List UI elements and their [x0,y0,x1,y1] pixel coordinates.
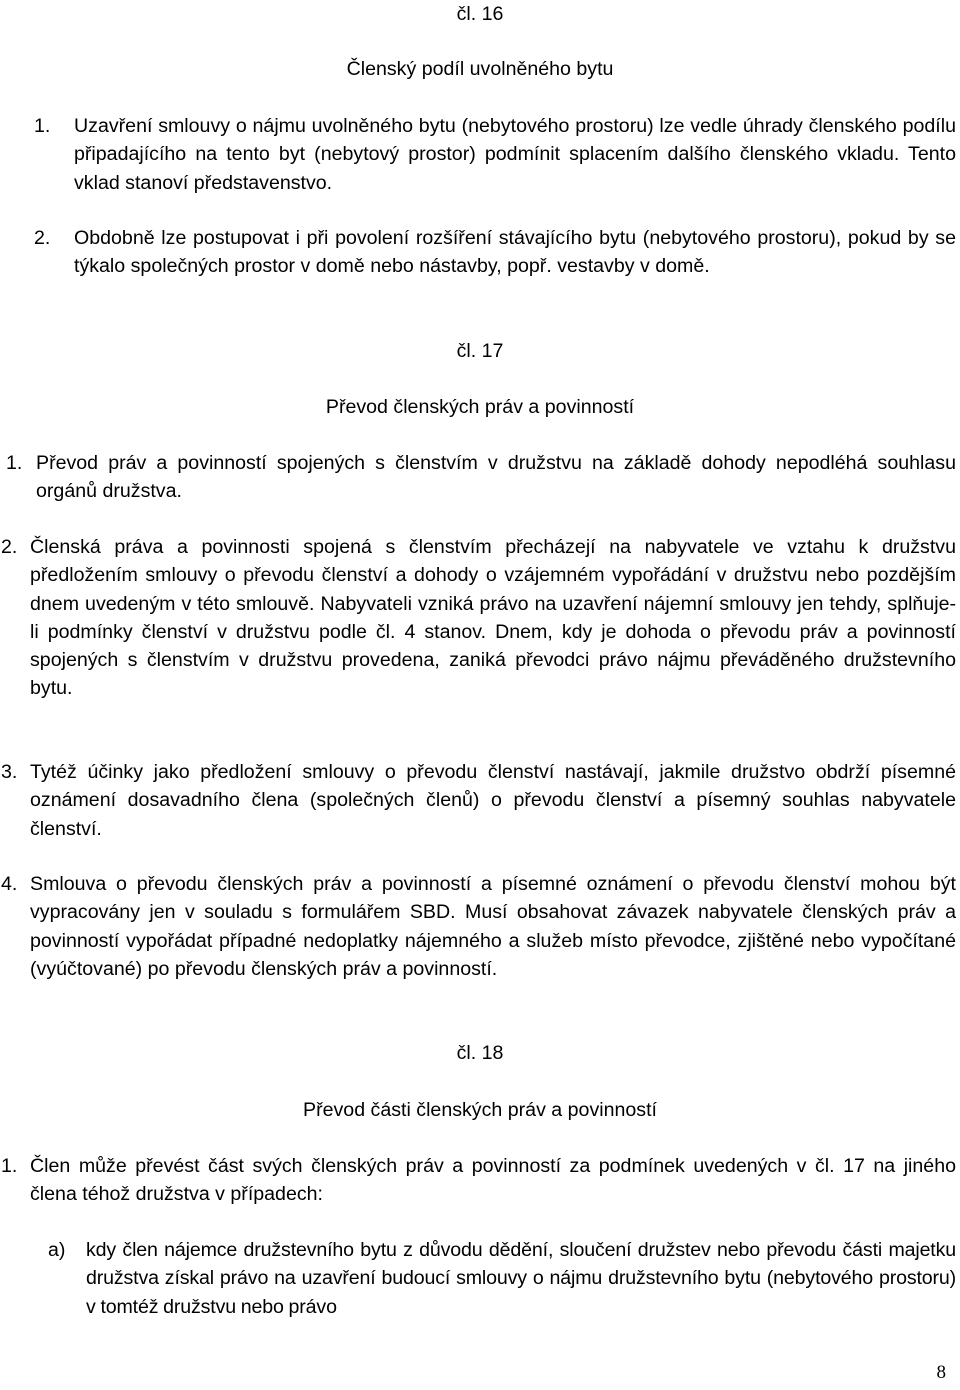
article-17-p2-text: Členská práva a povinnosti spojená s členstvím přecházejí na nabyvatele ve vztahu k družstvu předložením smlouvy o převodu členství a dohody o vzájemném vypořádání v družstvu nebo pozdějším dnem uvedeným v této smlouvě. Nabyvateli vzniká právo na uzavření nájemní smlouvy jen tehdy, splňuje-li podmínky členství v družstvu podle čl. 4 stanov. Dnem, kdy je dohoda o převodu práv a povinností spojených s členstvím v družstvu provedena, zaniká převodci právo nájmu převáděného družstevního bytu. [30,536,956,700]
article-17-p4-text: Smlouva o převodu členských práv a povinností a písemné oznámení o převodu členství mohou být vypracovány jen v souladu s formulářem SBD. Musí obsahovat závazek nabyvatele členských práv a povinností vypořádat případné nedoplatky nájemného a služeb místo převodce, zjištěné nebo vypočítané (vyúčtované) po převodu členských práv a povinností. [30,873,956,980]
article-17-p4-number: 4. [1,873,18,895]
article-17-title: Převod členských práv a povinností [325,396,635,418]
article-16-p1-number: 1. [34,115,51,137]
article-16-label: čl. 16 [456,3,504,25]
page-number: 8 [936,1362,946,1383]
article-17-p3-number: 3. [1,761,18,783]
article-18-a-letter: a) [48,1239,66,1261]
article-18-p1-number: 1. [1,1155,18,1177]
article-18-a-text: kdy člen nájemce družstevního bytu z důvodu dědění, sloučení družstev nebo převodu části majetku družstva získal právo na uzavření budoucí smlouvy o nájmu družstevního bytu (nebytového prostoru) v tomtéž družstvu nebo právo [86,1239,956,1318]
article-17-p1-text: Převod práv a povinností spojených s členstvím v družstvu na základě dohody nepodléhá souhlasu orgánů družstva. [36,452,956,503]
article-17-p2-number: 2. [1,536,18,558]
article-17-label: čl. 17 [456,340,504,362]
article-18-p1-text: Člen může převést část svých členských práv a povinností za podmínek uvedených v čl. 17 na jiného člena téhož družstva v případech: [30,1155,956,1206]
article-16-p2-text: Obdobně lze postupovat i při povolení rozšíření stávajícího bytu (nebytového prostoru), pokud by se týkalo společných prostor v domě nebo nástavby, popř. vestavby v domě. [74,227,956,278]
article-16-p2-number: 2. [34,227,51,249]
article-18-title: Převod části členských práv a povinností [303,1099,657,1121]
article-17-p1-number: 1. [6,452,23,474]
article-16-p1-text: Uzavření smlouvy o nájmu uvolněného bytu (nebytového prostoru) lze vedle úhrady členského podílu připadajícího na tento byt (nebytový prostor) podmínit splacením dalšího členského vkladu. Tento vklad stanoví představenstvo. [74,115,956,194]
article-16-title: Členský podíl uvolněného bytu [346,58,614,80]
article-18-label: čl. 18 [456,1042,504,1064]
article-17-p3-text: Tytéž účinky jako předložení smlouvy o převodu členství nastávají, jakmile družstvo obdrží písemné oznámení dosavadního člena (společných členů) o převodu členství a písemný souhlas nabyvatele členství. [30,761,956,840]
